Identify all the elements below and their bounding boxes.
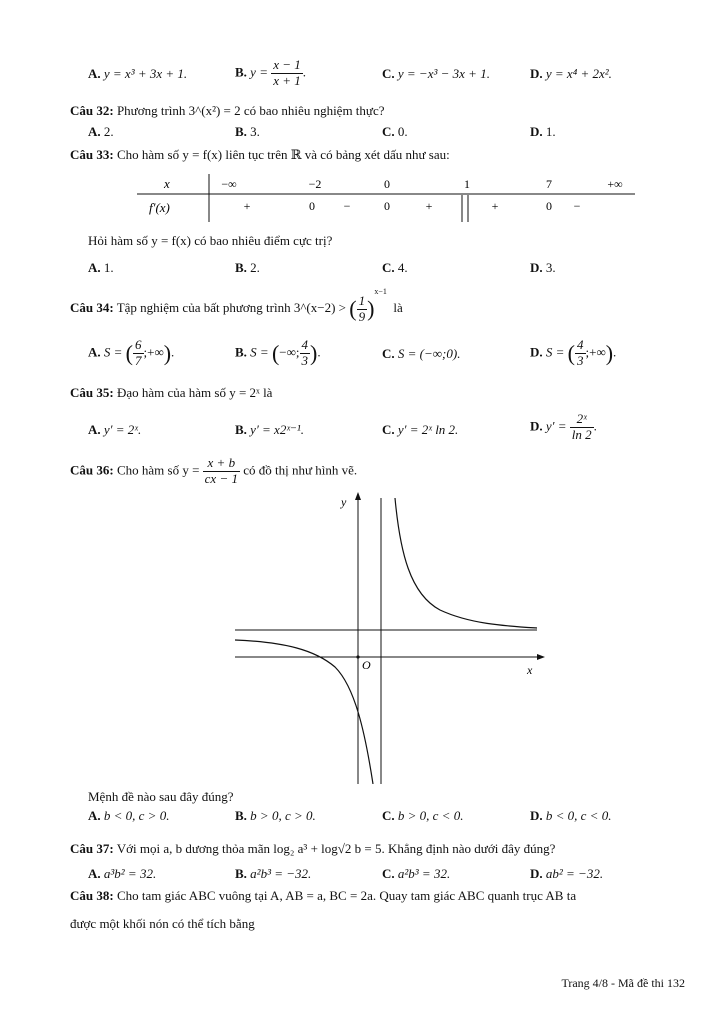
q32-option-a: A. 2. (88, 124, 114, 139)
table-x-value: −2 (308, 177, 322, 191)
q35-option-b: B. y′ = x2ˣ⁻¹. (235, 422, 305, 437)
q32-option-c: C. 0. (382, 124, 408, 139)
q36-stem: Câu 36: Cho hàm số y = $\frac{x + b}{cx - 1}$ có đồ thị như hình vẽ. (70, 455, 358, 486)
page-footer: Trang 4/8 - Mã đề thi 132 (561, 976, 685, 990)
q36-option-a: A. b < 0, c > 0. (88, 808, 170, 823)
table-x-value: −∞ (221, 177, 237, 191)
table-sign: − (343, 199, 351, 213)
q31-option-c: C. y = −x³ − 3x + 1. (382, 66, 490, 81)
x-axis-arrow (537, 654, 545, 660)
table-sign: + (491, 199, 499, 213)
q32-option-d: D. 1. (530, 124, 556, 139)
q35-stem: Câu 35: Đạo hàm của hàm số y = 2ˣ là (70, 385, 273, 400)
q38-stem: Câu 38: Cho tam giác ABC vuông tại A, AB = a, BC = 2a. Quay tam giác ABC quanh trục AB ta (70, 888, 577, 903)
x-axis-label: x (527, 663, 533, 677)
q33-option-d: D. 3. (530, 260, 556, 275)
table-sign: 0 (309, 199, 315, 213)
q36-question: Mệnh đề nào sau đây đúng? (88, 789, 234, 804)
table-x-value: 7 (546, 177, 552, 191)
table-x-label: x (164, 176, 170, 191)
q34-option-c: C. S = (−∞;0). (382, 346, 461, 361)
q31-option-b: B. y = $\frac{x - 1}{x + 1}$ . (235, 57, 307, 88)
table-x-value: +∞ (607, 177, 623, 191)
q31-option-a: A. y = x³ + 3x + 1. (88, 66, 188, 81)
q35-option-d: D. y′ = $\frac{\text{2ˣ}}{\ln 2}$ . (530, 411, 597, 442)
function-graph (235, 492, 545, 784)
graph-branch-left (235, 640, 373, 784)
table-x-value: 1 (464, 177, 470, 191)
table-fx-label: f′(x) (149, 200, 170, 215)
q35-option-c: C. y′ = 2ˣ ln 2. (382, 422, 459, 437)
table-sign: 0 (384, 199, 390, 213)
q37-option-a: A. a³b² = 32. (88, 866, 157, 881)
graph-branch-right (395, 498, 537, 628)
q33-question: Hỏi hàm số y = f(x) có bao nhiêu điểm cực trị? (88, 233, 333, 248)
table-x-value: 0 (384, 177, 390, 191)
table-sign: − (573, 199, 581, 213)
sign-table (137, 174, 635, 222)
q33-option-b: B. 2. (235, 260, 260, 275)
q37-option-b: B. a²b³ = −32. (235, 866, 312, 881)
q36-option-b: B. b > 0, c > 0. (235, 808, 316, 823)
table-sign: + (243, 199, 251, 213)
table-sign: + (425, 199, 433, 213)
y-axis-arrow (355, 492, 361, 500)
q31-option-d: D. y = x⁴ + 2x². (530, 66, 612, 81)
q33-stem: Câu 33: Cho hàm số y = f(x) liên tục trên ℝ và có bảng xét dấu như sau: (70, 147, 450, 162)
q32-option-b: B. 3. (235, 124, 260, 139)
q34-option-b: B. S = (−∞; $\frac{4}{3}$ ). (235, 337, 321, 368)
q38-stem-cont: được một khối nón có thể tích bằng (70, 916, 255, 931)
table-sign: 0 (546, 199, 552, 213)
q34-option-d: D. S = ( $\frac{4}{3}$ ;+∞). (530, 337, 617, 368)
q37-option-d: D. ab² = −32. (530, 866, 604, 881)
q37-option-c: C. a²b³ = 32. (382, 866, 451, 881)
y-axis-label: y (341, 495, 347, 509)
q35-option-a: A. y′ = 2ˣ. (88, 422, 142, 437)
q34-option-a: A. S = ( $\frac{6}{7}$ ;+∞). (88, 337, 175, 368)
q33-option-c: C. 4. (382, 260, 408, 275)
q33-option-a: A. 1. (88, 260, 114, 275)
q37-stem: Câu 37: Với mọi a, b dương thỏa mãn log₂ a³ + log√2 b = 5. Khẳng định nào dưới đây đúng? (70, 841, 556, 856)
origin-label: O (362, 658, 371, 672)
q36-option-d: D. b < 0, c < 0. (530, 808, 612, 823)
origin-point (356, 655, 359, 658)
q32-stem: Câu 32: Phương trình 3^(x²) = 2 có bao nhiêu nghiệm thực? (70, 103, 385, 118)
q34-stem: Câu 34: Tập nghiệm của bất phương trình 3^(x−2) > ( $\frac{1}{9}$ )$^{x-1}$ là (70, 287, 403, 324)
q36-option-c: C. b > 0, c < 0. (382, 808, 464, 823)
